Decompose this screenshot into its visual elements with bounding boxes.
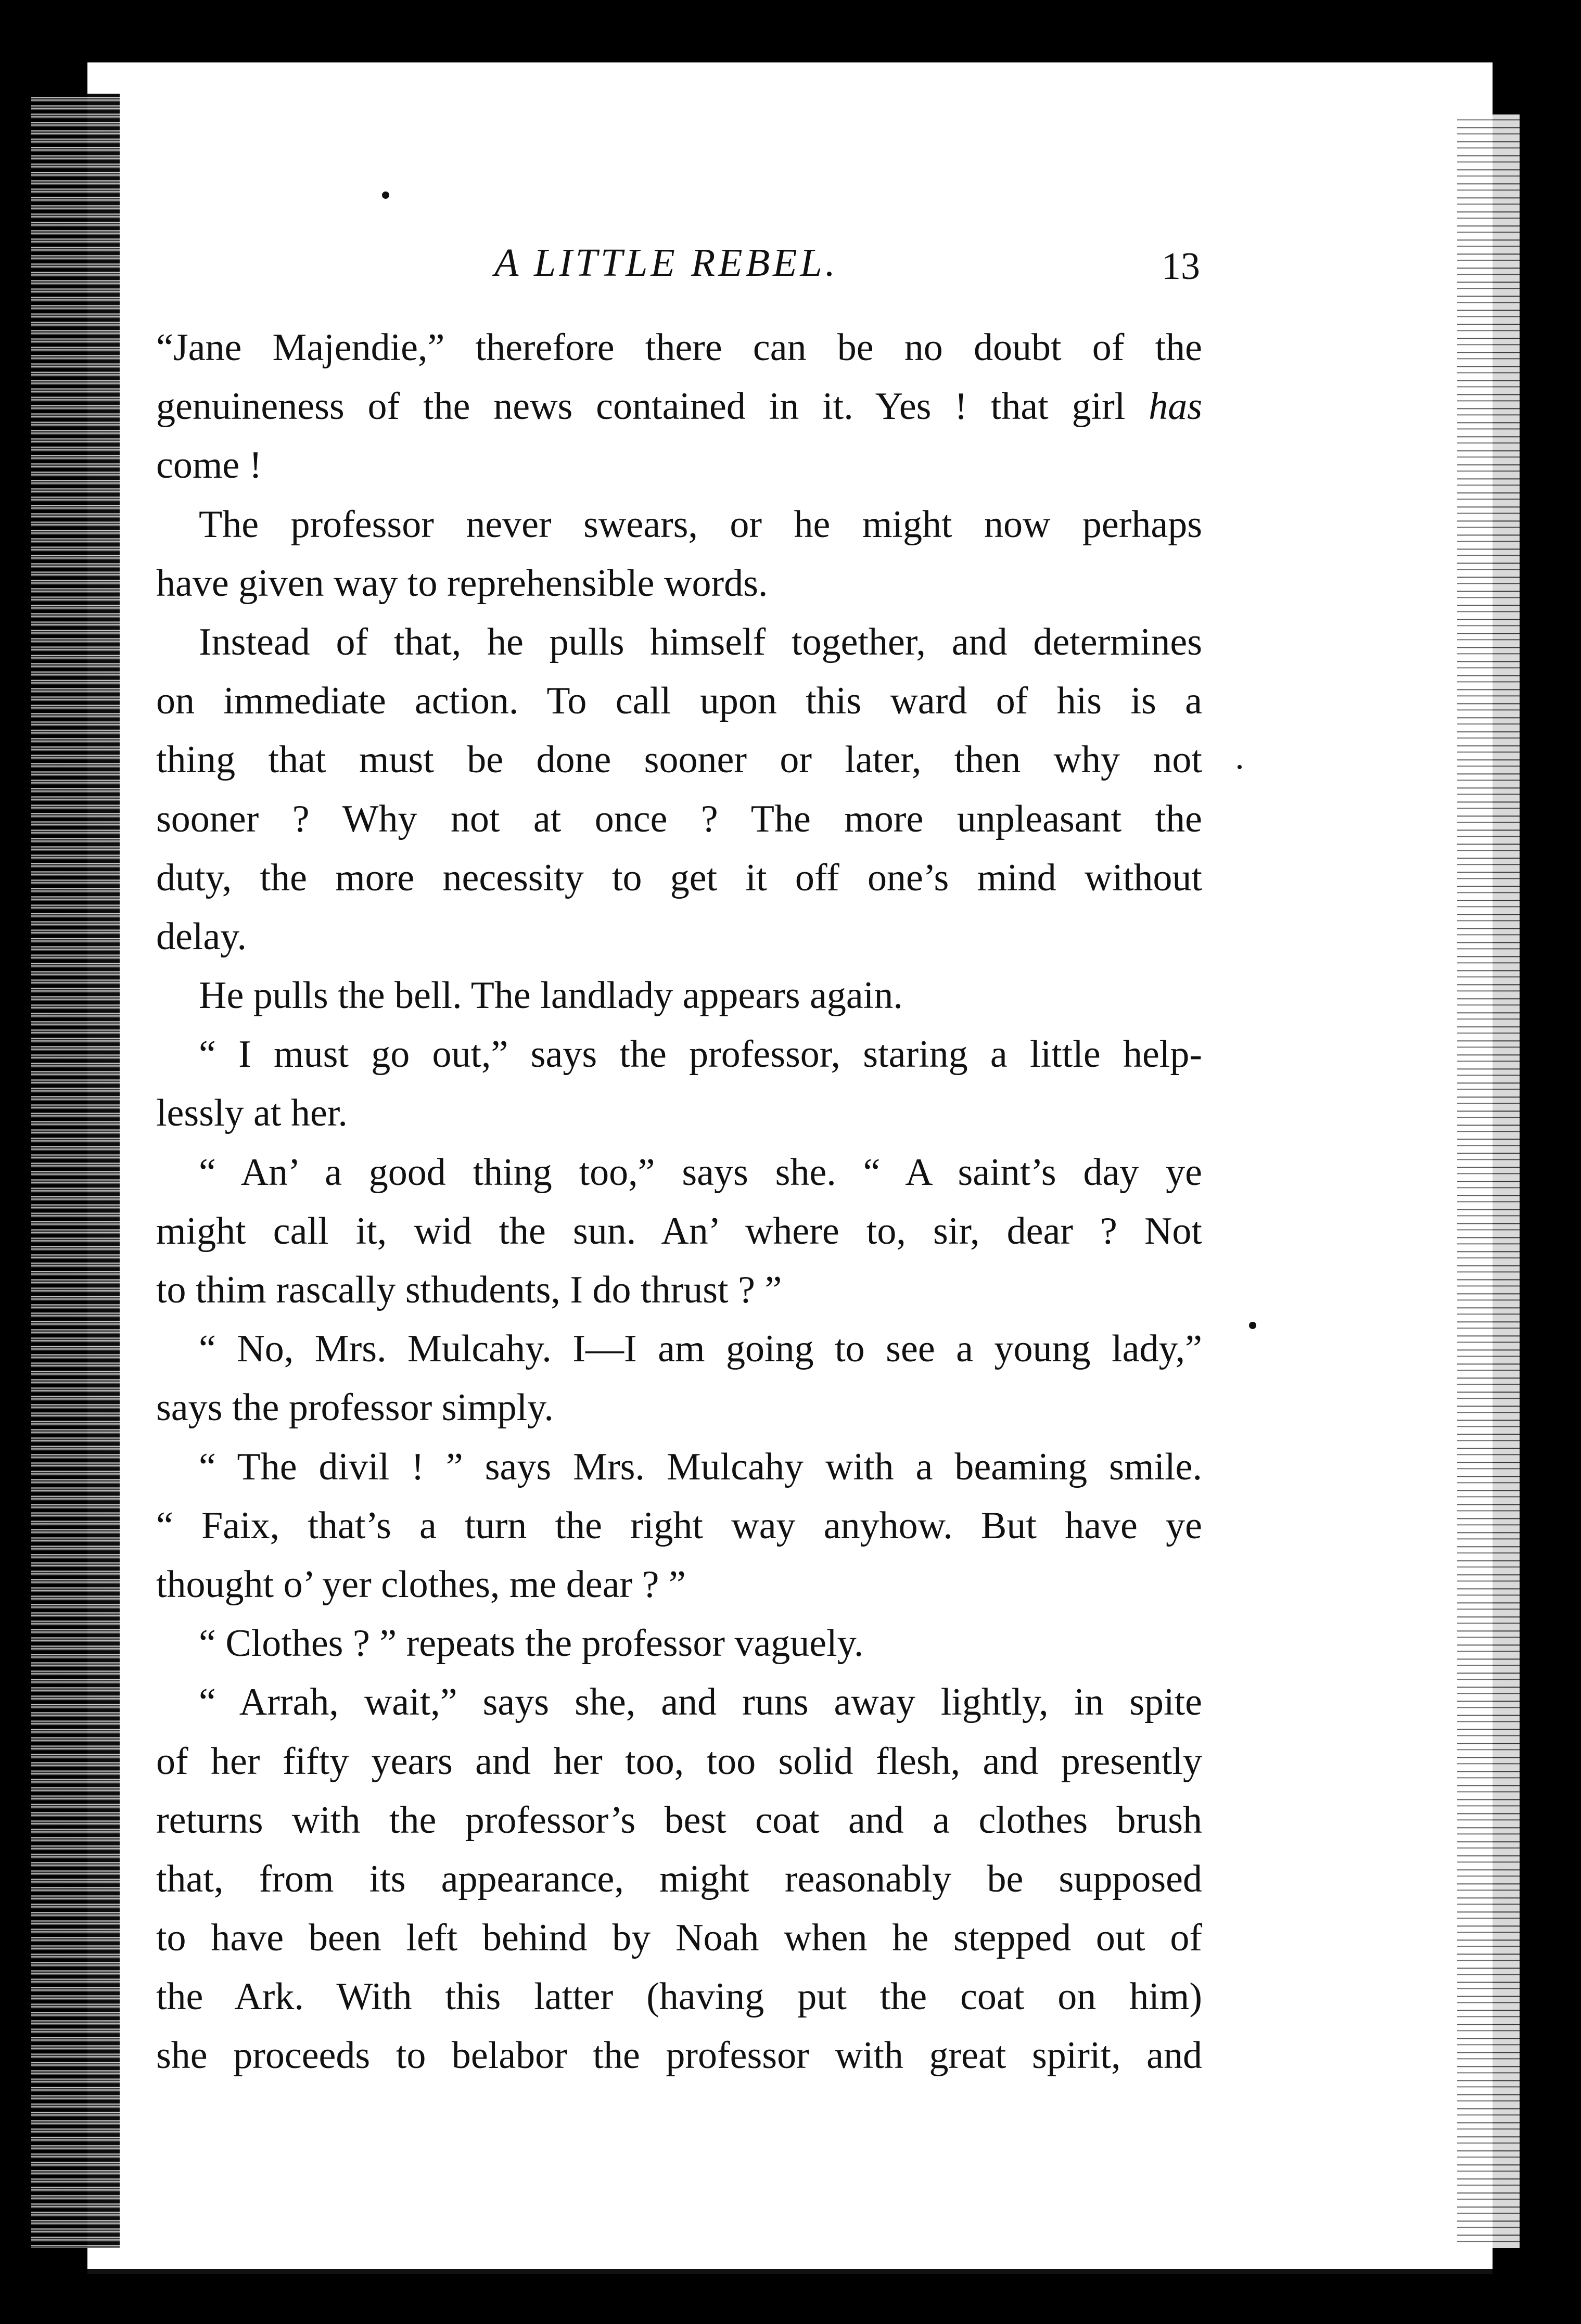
page-binding-shadow-left [31,94,120,2248]
text-line: come ! [156,444,262,487]
page-number: 13 [1162,245,1200,288]
page-edge-right [1457,114,1520,2248]
text-line: “ Arrah, wait,” says she, and runs away lightly, in spite [199,1681,1202,1724]
text-line: Instead of that, he pulls himself together, and determines [199,620,1202,663]
text-line: on immediate action. To call upon this ward of his is a [156,680,1202,723]
text-line: “ No, Mrs. Mulcahy. I—I am going to see a young lady,” [199,1327,1202,1371]
text-line: lessly at her. [156,1092,348,1135]
text-line: of her fifty years and her too, too solid flesh, and presently [156,1740,1202,1783]
text-line: she proceeds to belabor the professor with great spirit, and [156,2034,1202,2077]
text-line: “ I must go out,” says the professor, staring a little help- [199,1033,1202,1076]
text-line: sooner ? Why not at once ? The more unpleasant the [156,797,1202,840]
text-line: might call it, wid the sun. An’ where to, sir, dear ? Not [156,1209,1202,1253]
text-line: “ Clothes ? ” repeats the professor vaguely. [199,1622,864,1665]
ink-speck [382,191,389,199]
text-line: the Ark. With this latter (having put the coat on him) [156,1975,1202,2019]
text-line: have given way to reprehensible words. [156,561,768,605]
text-line: duty, the more necessity to get it off one’s mind without [156,856,1202,899]
text-line: “ The divil ! ” says Mrs. Mulcahy with a beaming smile. [199,1445,1202,1488]
text-line: says the professor simply. [156,1386,554,1429]
text-line: “Jane Majendie,” therefore there can be no doubt of the [156,326,1202,369]
text-line: He pulls the bell. The landlady appears again. [199,974,903,1017]
text-line: returns with the professor’s best coat and a clothes brush [156,1798,1202,1842]
text-line: genuineness of the news contained in it. Yes ! that girl has [156,385,1202,428]
ink-speck [1249,1322,1256,1329]
text-line: The professor never swears, or he might now perhaps [199,503,1202,546]
body-text [156,318,1202,2086]
text-line: delay. [156,915,247,958]
text-line: “ Faix, that’s a turn the right way anyhow. But have ye [156,1504,1202,1547]
text-line: thought o’ yer clothes, me dear ? ” [156,1563,686,1606]
ink-speck [1238,765,1242,769]
text-line: to have been left behind by Noah when he stepped out of [156,1917,1202,1960]
running-header: A LITTLE REBEL. [494,241,838,285]
text-line: “ An’ a good thing too,” says she. “ A saint’s day ye [199,1151,1202,1194]
text-line: thing that must be done sooner or later, then why not [156,738,1202,782]
text-line: that, from its appearance, might reasonably be supposed [156,1857,1202,1900]
emphasis-text: has [1149,385,1202,428]
text-line: to thim rascally sthudents, I do thrust ? ” [156,1269,782,1311]
